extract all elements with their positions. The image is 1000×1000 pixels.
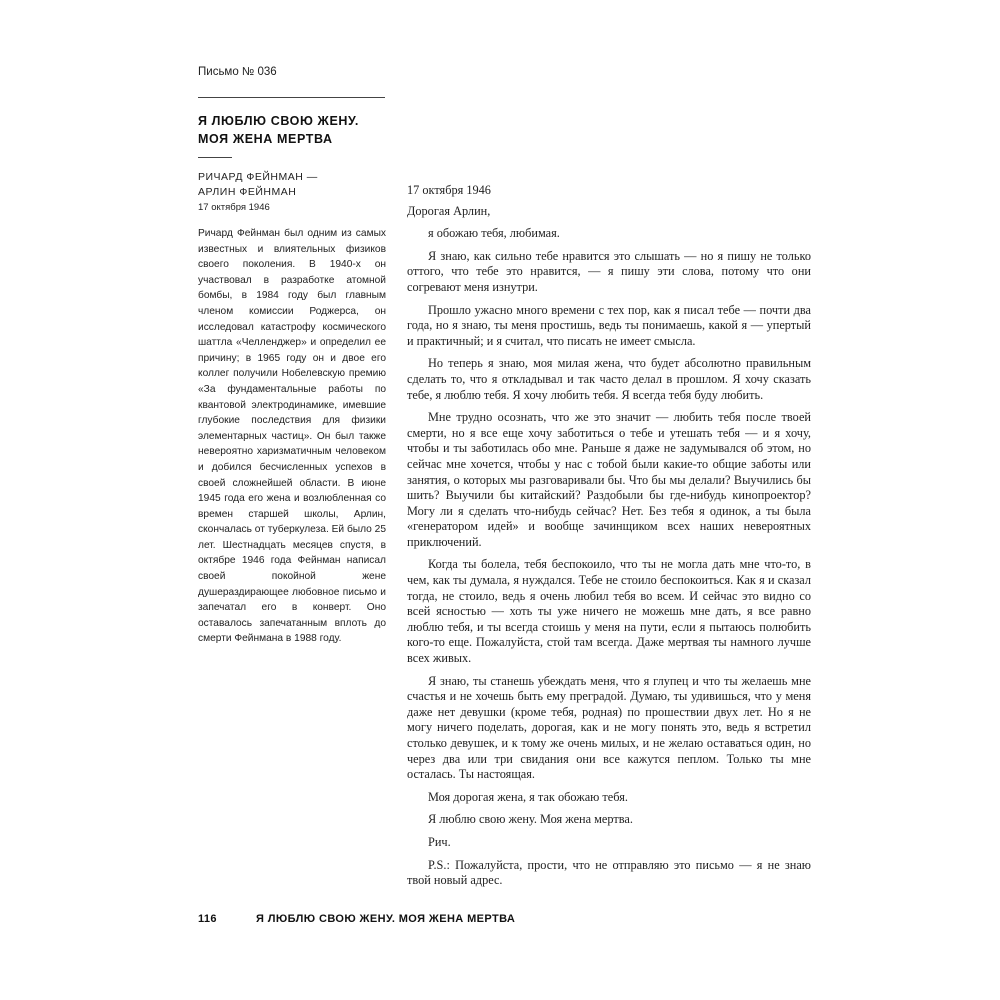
letter-postscript: P.S.: Пожалуйста, прости, что не отправляю это письмо — я не знаю твой новый адрес.	[407, 857, 811, 888]
author-from: РИЧАРД ФЕЙНМАН —	[198, 171, 318, 183]
author-to: АРЛИН ФЕЙНМАН	[198, 186, 297, 198]
letter-paragraph: Я люблю свою жену. Моя жена мертва.	[428, 812, 633, 827]
header-rule	[198, 97, 385, 98]
chapter-title-line-1: Я ЛЮБЛЮ СВОЮ ЖЕНУ.	[198, 114, 359, 128]
running-title: Я ЛЮБЛЮ СВОЮ ЖЕНУ. МОЯ ЖЕНА МЕРТВА	[256, 913, 516, 925]
chapter-title	[198, 112, 398, 148]
letter-greeting: Дорогая Арлин,	[407, 203, 491, 218]
biography-text: Ричард Фейнман был одним из самых известных и влиятельных физиков своего поколения. В 1940-х он участвовал в разработке атомной бомбы, в 1984 году был главным членом комиссии Роджерса, он исследовал катастрофу космического шаттла «Челленджер» и определил ее причину; в 1965 году он и двое его коллег получили Нобелевскую премию «За фундаментальные работы по квантовой электродинамике, имевшие глубокие последствия для физики элементарных частиц». Он был также невероятно харизматичным человеком и добился бесчисленных успехов в своей сложнейшей области. В июне 1945 года его жена и возлюбленная со времен старшей школы, Арлин, скончалась от туберкулеза. Ей было 25 лет. Шестнадцать месяцев спустя, в октябре 1946 года Фейнман написал своей покойной жене душераздирающее любовное письмо и запечатал его в конверт. Оно оставалось запечатанным вплоть до смерти Фейнмана в 1988 году.	[198, 228, 386, 645]
page-number: 116	[198, 913, 217, 925]
letter-paragraph: я обожаю тебя, любимая.	[428, 226, 560, 241]
letter-paragraph: Прошло ужасно много времени с тех пор, как я писал тебе — почти два года, но я знаю, ты меня простишь, ведь ты понимаешь, какой я — упертый и практичный; и я считал, что писать не имеет смысла.	[407, 302, 811, 348]
letter-paragraph: Я знаю, ты станешь убеждать меня, что я глупец и что ты желаешь мне счастья и не хочешь быть ему преградой. Думаю, ты удивишься, что у меня даже нет девушки (кроме тебя, родная) по прошествии двух лет. Но я не могу ничего поделать, дорогая, как и не могу понять это, ведь я встретил столько девушек, и к тому же очень милых, и не желаю оставаться один, но через два или три свидания они все кажутся пеплом. Только ты мне осталась. Ты настоящая.	[407, 673, 811, 782]
author-block	[198, 170, 318, 200]
letter-number: Письмо № 036	[198, 66, 277, 78]
letter-paragraph: Но теперь я знаю, моя милая жена, что будет абсолютно правильным сделать то, что я откладывал и так часто делал в прошлом. Я хочу сказать тебе, я люблю тебя. Я хочу любить тебя. Я всегда тебя буду любить.	[407, 356, 811, 402]
letter-paragraph: Моя дорогая жена, я так обожаю тебя.	[428, 789, 628, 804]
sidebar-date: 17 октября 1946	[198, 202, 270, 213]
letter-date: 17 октября 1946	[407, 183, 491, 197]
letter-paragraph: Мне трудно осознать, что же это значит — любить тебя после твоей смерти, но я все еще хочу заботиться о тебе и утешать тебя — и я хочу, чтобы и ты заботилась обо мне. Раньше я даже не задумывался об этом, но сейчас мне хочется, чтобы у нас с тобой были какие-то общие заботы или занятия, о которых мы разговаривали бы. Что бы мы делали? Выучились бы шить? Выучили бы китайский? Раздобыли бы где-нибудь кинопроектор? Могу ли я сделать что-нибудь сейчас? Нет. Без тебя я одинок, а ты была «генератором идей» и вообще зачинщиком всех наших невероятных приключений.	[407, 410, 811, 549]
letter-signature: Рич.	[428, 834, 451, 849]
letter-paragraph: Я знаю, как сильно тебе нравится это слышать — но я пишу не только оттого, что тебе это нравится, — я пишу эти слова, потому что они согревают меня изнутри.	[407, 248, 811, 294]
page-footer	[198, 913, 515, 925]
letter-body	[407, 183, 811, 896]
letter-paragraph: Когда ты болела, тебя беспокоило, что ты не могла дать мне что-то, в чем, как ты думала, я нуждался. Тебе не стоило беспокоиться. Как я и сказал тогда, не стоило, ведь я очень любил тебя во всем. И сейчас это видно со всей ясностью — хоть ты уже ничего не можешь мне дать, я все равно люблю тебя, и ты всегда стоишь у меня на пути, если я пытаюсь полюбить кого-то еще. Пожалуйста, стой там всегда. Даже мертвая ты намного лучше всех живых.	[407, 557, 811, 666]
chapter-title-line-2: МОЯ ЖЕНА МЕРТВА	[198, 132, 333, 146]
title-rule	[198, 157, 232, 158]
